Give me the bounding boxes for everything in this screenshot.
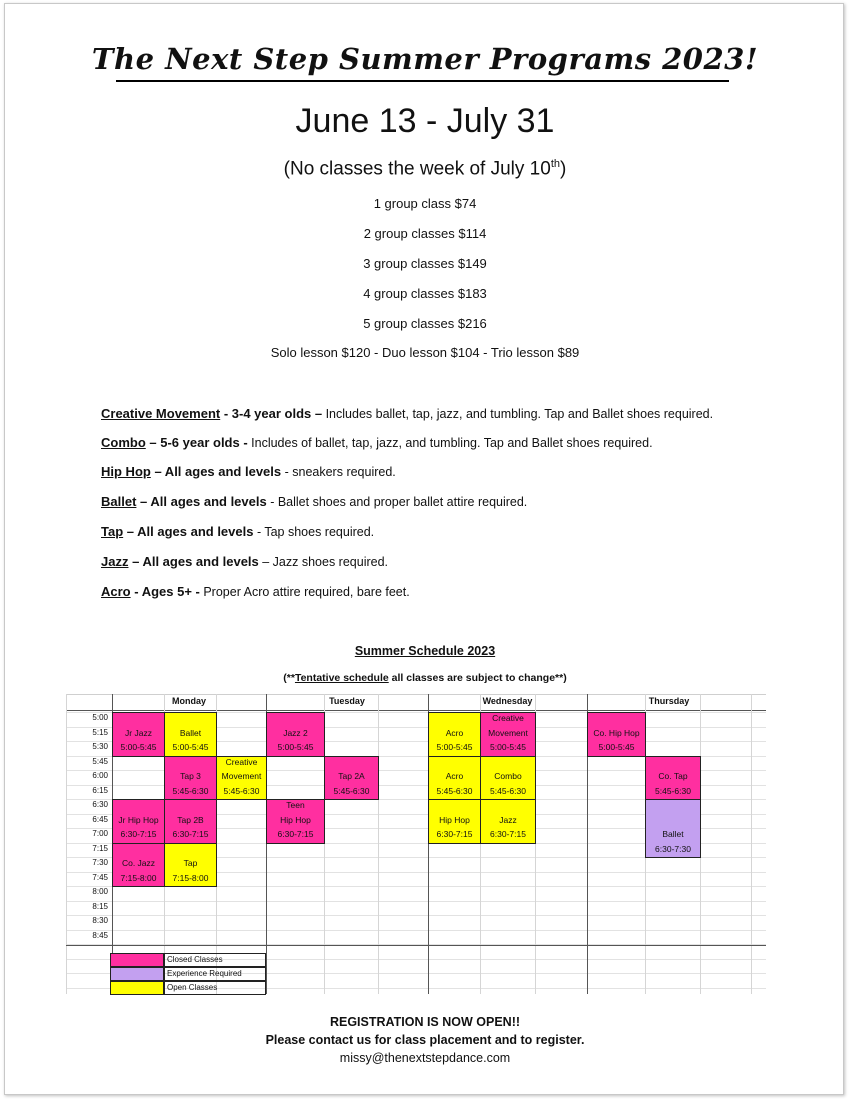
class-block[interactable]	[164, 756, 217, 801]
class-block[interactable]	[112, 843, 165, 888]
time-label: 7:00	[92, 829, 108, 838]
class-description	[101, 524, 374, 539]
class-block-text: Creative	[225, 756, 258, 767]
class-description	[101, 554, 388, 569]
schedule-grid	[66, 694, 766, 994]
schedule-subtitle-suffix: all classes are subject to change**)	[388, 672, 567, 684]
time-label: 5:30	[92, 742, 108, 751]
grid-line	[751, 694, 752, 994]
class-block-text: Jr Jazz	[125, 727, 152, 738]
legend-label: Closed Classes	[164, 953, 266, 967]
grid-line	[66, 930, 766, 931]
class-block-text: Tap 2A	[338, 771, 365, 781]
schedule-subtitle-prefix: (**	[283, 672, 295, 684]
time-label: 5:15	[92, 727, 108, 737]
time-label: 7:15	[92, 843, 108, 853]
grid-line	[66, 710, 766, 711]
class-block-text: 6:30-7:15	[172, 829, 209, 839]
class-description	[101, 464, 396, 479]
class-block[interactable]	[480, 799, 536, 844]
class-block-text: Jazz 2	[283, 727, 308, 738]
time-label: 8:30	[92, 916, 108, 925]
class-block[interactable]	[428, 712, 481, 757]
price-line: 1 group class $74	[373, 196, 477, 211]
class-block[interactable]	[587, 712, 646, 757]
class-block-text: 5:45-6:30	[223, 785, 260, 796]
class-block-text: 5:00-5:45	[172, 742, 209, 752]
schedule-subtitle-underlined: Tentative schedule	[294, 672, 389, 684]
class-block-text: 5:45-6:30	[172, 785, 209, 796]
class-block-text: 7:15-8:00	[120, 872, 157, 883]
schedule-subtitle	[0, 672, 850, 684]
class-details: Includes ballet, tap, jazz, and tumbling. Tap and Ballet shoes required.	[322, 407, 714, 421]
class-block[interactable]	[216, 756, 267, 801]
time-label: 7:45	[92, 872, 108, 882]
class-name: Acro	[101, 584, 131, 599]
class-block-text: 6:30-7:15	[436, 829, 473, 839]
class-details: - sneakers required.	[281, 465, 396, 479]
class-block-text: 6:30-7:15	[490, 829, 526, 839]
contact-email[interactable]: missy@thenextstepdance.com	[339, 1051, 511, 1065]
registration-contact: Please contact us for class placement and to register.	[265, 1033, 585, 1047]
class-details: – Jazz shoes required.	[258, 555, 389, 569]
program-dates: June 13 - July 31	[295, 102, 555, 140]
title-underline	[116, 80, 729, 82]
time-label: 7:30	[92, 858, 108, 867]
day-header-tuesday: Tuesday	[329, 696, 365, 706]
no-classes-suffix: )	[560, 158, 567, 180]
no-classes-prefix: (No classes the week of July 10	[283, 158, 551, 180]
grid-line	[66, 901, 766, 902]
legend-swatch-open	[110, 981, 164, 995]
class-block-text: 5:00-5:45	[436, 742, 473, 752]
price-line: Solo lesson $120 - Duo lesson $104 - Trio lesson $89	[270, 345, 580, 360]
class-block-text: Hip Hop	[280, 814, 311, 825]
price-line: 4 group classes $183	[363, 286, 487, 301]
class-block-text: 5:45-6:30	[490, 785, 526, 796]
day-header-thursday: Thursday	[648, 696, 690, 706]
grid-line	[66, 945, 766, 946]
class-block-text: Tap	[183, 858, 198, 868]
class-block-text: Jazz	[499, 814, 517, 825]
class-block[interactable]	[266, 712, 325, 757]
no-classes-sup: th	[550, 158, 561, 170]
time-label: 8:15	[92, 901, 108, 911]
class-ages: – All ages and levels	[136, 494, 267, 509]
class-description	[101, 494, 527, 509]
class-block-text: 5:00-5:45	[277, 742, 314, 752]
class-details: Includes of ballet, tap, jazz, and tumbling. Tap and Ballet shoes required.	[247, 436, 653, 450]
schedule-title: Summer Schedule 2023	[354, 644, 496, 658]
class-name: Tap	[101, 524, 124, 539]
class-ages: - Ages 5+ -	[130, 584, 200, 599]
time-label: 6:00	[92, 771, 108, 780]
class-ages: – All ages and levels	[128, 554, 259, 569]
class-block-text: 5:00-5:45	[120, 742, 157, 752]
class-block[interactable]	[428, 799, 481, 844]
class-block-text: Tap 3	[180, 771, 201, 781]
class-block-text: Ballet	[662, 829, 684, 839]
class-ages: - 3-4 year olds –	[220, 406, 323, 421]
class-details: - Ballet shoes and proper ballet attire required.	[266, 495, 528, 509]
class-block[interactable]	[645, 799, 701, 858]
legend-label: Experience Required	[164, 967, 266, 981]
time-label: 6:15	[92, 785, 108, 795]
legend-swatch-experience	[110, 967, 164, 981]
time-label: 5:00	[92, 713, 108, 722]
class-block-text: Hip Hop	[439, 814, 470, 825]
class-block-text: Co. Jazz	[121, 858, 156, 868]
class-description	[101, 584, 410, 599]
registration-open: REGISTRATION IS NOW OPEN!!	[329, 1015, 521, 1029]
class-block-text: Movement	[488, 727, 528, 738]
day-header-wednesday: Wednesday	[482, 696, 533, 706]
class-block-text: 6:30-7:15	[120, 829, 157, 839]
class-block-text: 5:45-6:30	[436, 785, 473, 796]
class-block-text: 5:00-5:45	[490, 742, 526, 752]
class-block[interactable]	[480, 756, 536, 801]
legend-label: Open Classes	[164, 981, 266, 995]
class-description	[101, 406, 713, 421]
class-block-text: Acro	[445, 727, 464, 738]
class-block-text: Creative	[492, 713, 524, 723]
class-ages: – All ages and levels	[123, 524, 254, 539]
class-name: Jazz	[101, 554, 129, 569]
class-block-text: Co. Tap	[658, 771, 688, 781]
class-name: Creative Movement	[101, 406, 221, 421]
class-block[interactable]	[266, 799, 325, 844]
class-block[interactable]	[164, 799, 217, 844]
class-block-text: 5:00-5:45	[598, 742, 635, 752]
price-line: 5 group classes $216	[363, 316, 487, 331]
class-block-text: Co. Hip Hop	[593, 727, 640, 738]
class-details: - Tap shoes required.	[253, 525, 375, 539]
time-label: 5:45	[92, 756, 108, 766]
class-description	[101, 435, 653, 450]
class-block-text: 7:15-8:00	[172, 872, 209, 883]
price-line: 2 group classes $114	[363, 226, 487, 241]
time-label: 6:30	[92, 800, 108, 809]
time-label: 8:00	[92, 887, 108, 896]
class-block-text: 5:45-6:30	[655, 785, 691, 796]
legend-swatch-closed	[110, 953, 164, 967]
class-ages: – All ages and levels	[150, 464, 282, 479]
class-name: Combo	[101, 435, 146, 450]
time-label: 6:45	[92, 814, 108, 824]
no-classes-note	[0, 158, 850, 180]
class-block[interactable]	[480, 712, 536, 757]
class-ages: – 5-6 year olds -	[145, 435, 248, 450]
main-title: The Next Step Summer Programs 2023!	[91, 42, 759, 76]
time-label: 8:45	[92, 930, 108, 940]
class-block[interactable]	[324, 756, 379, 801]
grid-line	[378, 694, 379, 994]
class-block-text: Teen	[286, 800, 305, 810]
class-block-text: 5:45-6:30	[333, 785, 370, 796]
class-name: Hip Hop	[101, 464, 151, 479]
class-name: Ballet	[101, 494, 137, 509]
class-block-text: Tap 2B	[177, 814, 204, 825]
class-block-text: Acro	[445, 771, 464, 781]
class-block[interactable]	[428, 756, 481, 801]
class-block-text: Ballet	[179, 727, 202, 738]
price-line: 3 group classes $149	[363, 256, 487, 271]
class-block-text: 6:30-7:15	[277, 829, 314, 839]
class-block-text: Jr Hip Hop	[118, 814, 159, 825]
class-block-text: Combo	[494, 771, 522, 781]
class-block-text: Movement	[221, 771, 262, 781]
class-block[interactable]	[112, 799, 165, 844]
class-details: Proper Acro attire required, bare feet.	[199, 585, 410, 599]
class-block[interactable]	[112, 712, 165, 757]
class-block[interactable]	[645, 756, 701, 801]
class-block-text: 6:30-7:30	[655, 843, 691, 854]
class-block[interactable]	[164, 843, 217, 888]
day-header-monday: Monday	[171, 696, 206, 706]
class-block[interactable]	[164, 712, 217, 757]
grid-line	[66, 915, 766, 916]
